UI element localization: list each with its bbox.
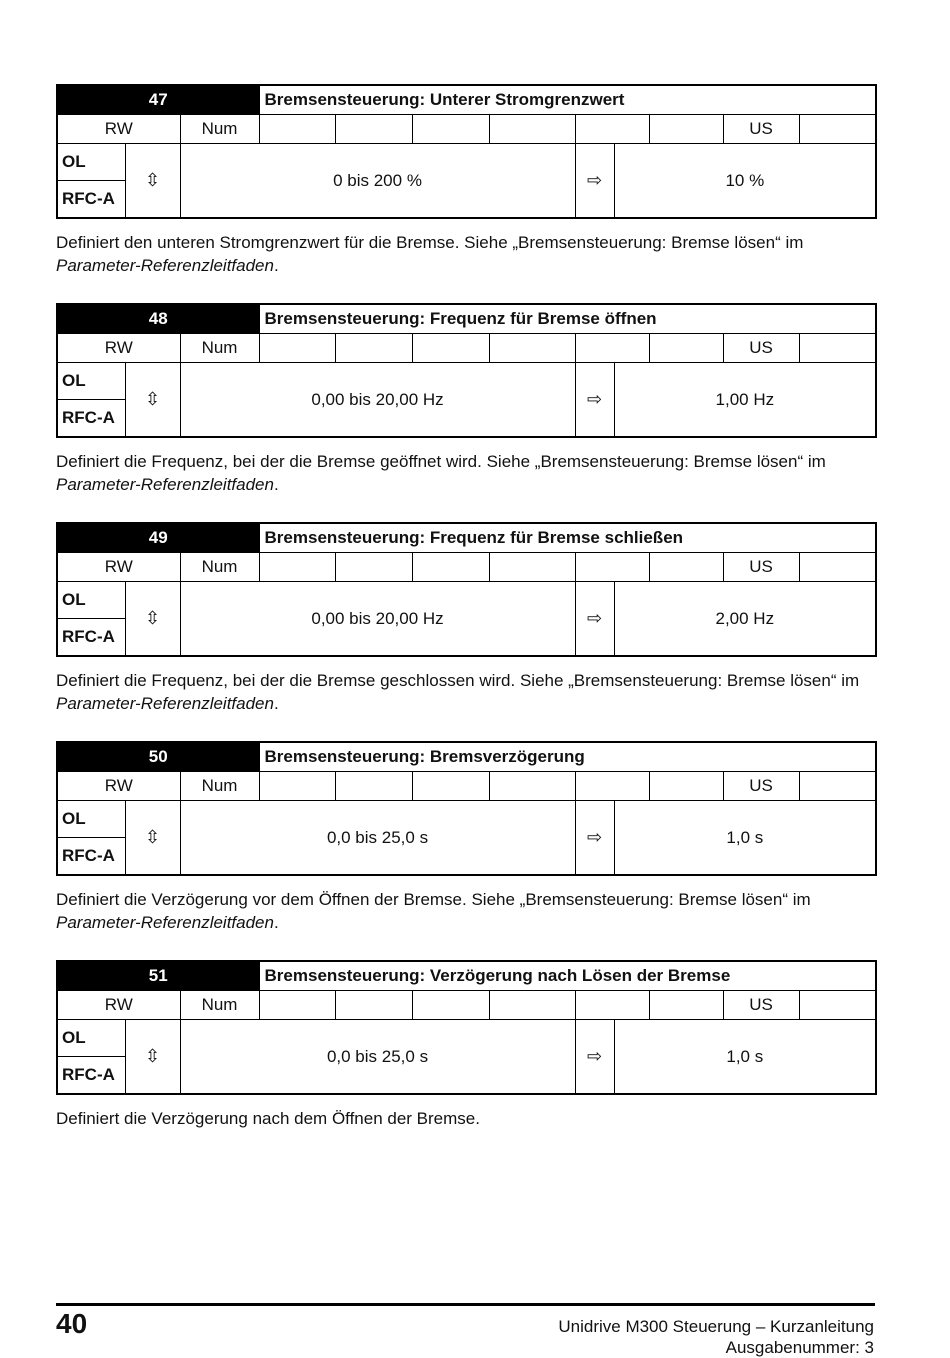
attr-empty: [335, 991, 412, 1020]
parameter-number: 50: [57, 742, 259, 772]
page-number: 40: [56, 1308, 88, 1339]
mode-rfca: RFC-A: [57, 619, 125, 657]
attr-empty: [649, 553, 723, 582]
attr-empty: [489, 772, 575, 801]
parameter-number: 51: [57, 961, 259, 991]
parameter-table: [56, 303, 877, 438]
mode-ol: OL: [57, 363, 125, 400]
attr-us: US: [723, 772, 799, 801]
parameter-table: [56, 960, 877, 1095]
attr-empty: [799, 772, 876, 801]
attr-empty: [489, 553, 575, 582]
attr-empty: [575, 115, 649, 144]
parameter-table: [56, 522, 877, 657]
reference-guide-title: Parameter-Referenzleitfaden: [56, 694, 274, 713]
default-value: 2,00 Hz: [614, 582, 876, 657]
parameter-description: Definiert die Verzögerung nach dem Öffnen der Bremse.: [56, 1109, 480, 1128]
attr-empty: [799, 334, 876, 363]
default-icon: ⇨: [575, 582, 614, 657]
range-value: 0,00 bis 20,00 Hz: [180, 582, 575, 657]
attr-empty: [799, 991, 876, 1020]
attr-empty: [575, 772, 649, 801]
attr-empty: [259, 334, 335, 363]
default-value: 10 %: [614, 144, 876, 219]
range-value: 0,0 bis 25,0 s: [180, 1020, 575, 1095]
parameter-block-47: [56, 84, 875, 277]
range-icon: ⇳: [125, 144, 180, 219]
mode-ol: OL: [57, 582, 125, 619]
mode-rfca: RFC-A: [57, 838, 125, 876]
default-icon: ⇨: [575, 363, 614, 438]
default-value: 1,0 s: [614, 1020, 876, 1095]
attr-empty: [799, 115, 876, 144]
attr-num: Num: [180, 991, 259, 1020]
attr-empty: [489, 991, 575, 1020]
parameter-title: Bremsensteuerung: Frequenz für Bremse öffnen: [259, 304, 876, 334]
range-icon: ⇳: [125, 801, 180, 876]
attr-empty: [489, 115, 575, 144]
parameter-description: Definiert die Frequenz, bei der die Bremse geschlossen wird. Siehe „Bremsensteuerung: Bremse lösen“ im Parameter-Referenzleitfaden.: [56, 671, 860, 713]
footer-info: [558, 1316, 874, 1358]
attr-num: Num: [180, 115, 259, 144]
attr-empty: [412, 772, 489, 801]
attr-us: US: [723, 115, 799, 144]
parameter-block-51: [56, 960, 875, 1130]
attr-empty: [259, 553, 335, 582]
range-icon: ⇳: [125, 1020, 180, 1095]
range-icon: ⇳: [125, 582, 180, 657]
attr-empty: [335, 553, 412, 582]
document-title: Unidrive M300 Steuerung – Kurzanleitung: [558, 1317, 874, 1336]
parameter-title: Bremsensteuerung: Frequenz für Bremse schließen: [259, 523, 876, 553]
range-icon: ⇳: [125, 363, 180, 438]
mode-rfca: RFC-A: [57, 181, 125, 219]
attr-us: US: [723, 991, 799, 1020]
reference-guide-title: Parameter-Referenzleitfaden: [56, 475, 274, 494]
range-value: 0,00 bis 20,00 Hz: [180, 363, 575, 438]
parameter-block-48: [56, 303, 875, 496]
attr-empty: [575, 334, 649, 363]
parameter-title: Bremsensteuerung: Bremsverzögerung: [259, 742, 876, 772]
attr-empty: [412, 553, 489, 582]
mode-ol: OL: [57, 144, 125, 181]
parameter-block-49: [56, 522, 875, 715]
default-icon: ⇨: [575, 144, 614, 219]
attr-empty: [575, 553, 649, 582]
issue-number: Ausgabenummer: 3: [725, 1338, 874, 1357]
range-value: 0 bis 200 %: [180, 144, 575, 219]
parameter-description: Definiert die Frequenz, bei der die Bremse geöffnet wird. Siehe „Bremsensteuerung: Bremse lösen“ im Parameter-Referenzleitfaden.: [56, 452, 826, 494]
attr-empty: [412, 115, 489, 144]
parameter-title: Bremsensteuerung: Unterer Stromgrenzwert: [259, 85, 876, 115]
attr-num: Num: [180, 772, 259, 801]
attr-empty: [335, 334, 412, 363]
attr-rw: RW: [57, 115, 180, 144]
attr-empty: [799, 553, 876, 582]
attr-empty: [259, 772, 335, 801]
default-value: 1,0 s: [614, 801, 876, 876]
parameter-title: Bremsensteuerung: Verzögerung nach Lösen der Bremse: [259, 961, 876, 991]
mode-ol: OL: [57, 801, 125, 838]
parameter-description: Definiert den unteren Stromgrenzwert für die Bremse. Siehe „Bremsensteuerung: Bremse lösen“ im Parameter-Referenzleitfaden.: [56, 233, 804, 275]
attr-num: Num: [180, 553, 259, 582]
attr-rw: RW: [57, 772, 180, 801]
parameter-description: Definiert die Verzögerung vor dem Öffnen der Bremse. Siehe „Bremsensteuerung: Bremse lösen“ im Parameter-Referenzleitfaden.: [56, 890, 811, 932]
parameter-table: [56, 84, 877, 219]
attr-empty: [335, 115, 412, 144]
attr-empty: [649, 334, 723, 363]
parameter-number: 47: [57, 85, 259, 115]
range-value: 0,0 bis 25,0 s: [180, 801, 575, 876]
attr-empty: [649, 772, 723, 801]
attr-empty: [412, 334, 489, 363]
attr-us: US: [723, 553, 799, 582]
attr-empty: [412, 991, 489, 1020]
attr-num: Num: [180, 334, 259, 363]
parameter-table: [56, 741, 877, 876]
attr-empty: [335, 772, 412, 801]
attr-rw: RW: [57, 991, 180, 1020]
attr-empty: [259, 991, 335, 1020]
parameter-number: 48: [57, 304, 259, 334]
default-value: 1,00 Hz: [614, 363, 876, 438]
attr-empty: [649, 991, 723, 1020]
mode-rfca: RFC-A: [57, 400, 125, 438]
mode-rfca: RFC-A: [57, 1057, 125, 1095]
default-icon: ⇨: [575, 1020, 614, 1095]
attr-empty: [575, 991, 649, 1020]
footer-divider: [56, 1303, 875, 1306]
default-icon: ⇨: [575, 801, 614, 876]
reference-guide-title: Parameter-Referenzleitfaden: [56, 256, 274, 275]
attr-empty: [489, 334, 575, 363]
mode-ol: OL: [57, 1020, 125, 1057]
attr-empty: [259, 115, 335, 144]
reference-guide-title: Parameter-Referenzleitfaden: [56, 913, 274, 932]
parameter-block-50: [56, 741, 875, 934]
attr-rw: RW: [57, 553, 180, 582]
attr-rw: RW: [57, 334, 180, 363]
attr-empty: [649, 115, 723, 144]
parameter-number: 49: [57, 523, 259, 553]
attr-us: US: [723, 334, 799, 363]
